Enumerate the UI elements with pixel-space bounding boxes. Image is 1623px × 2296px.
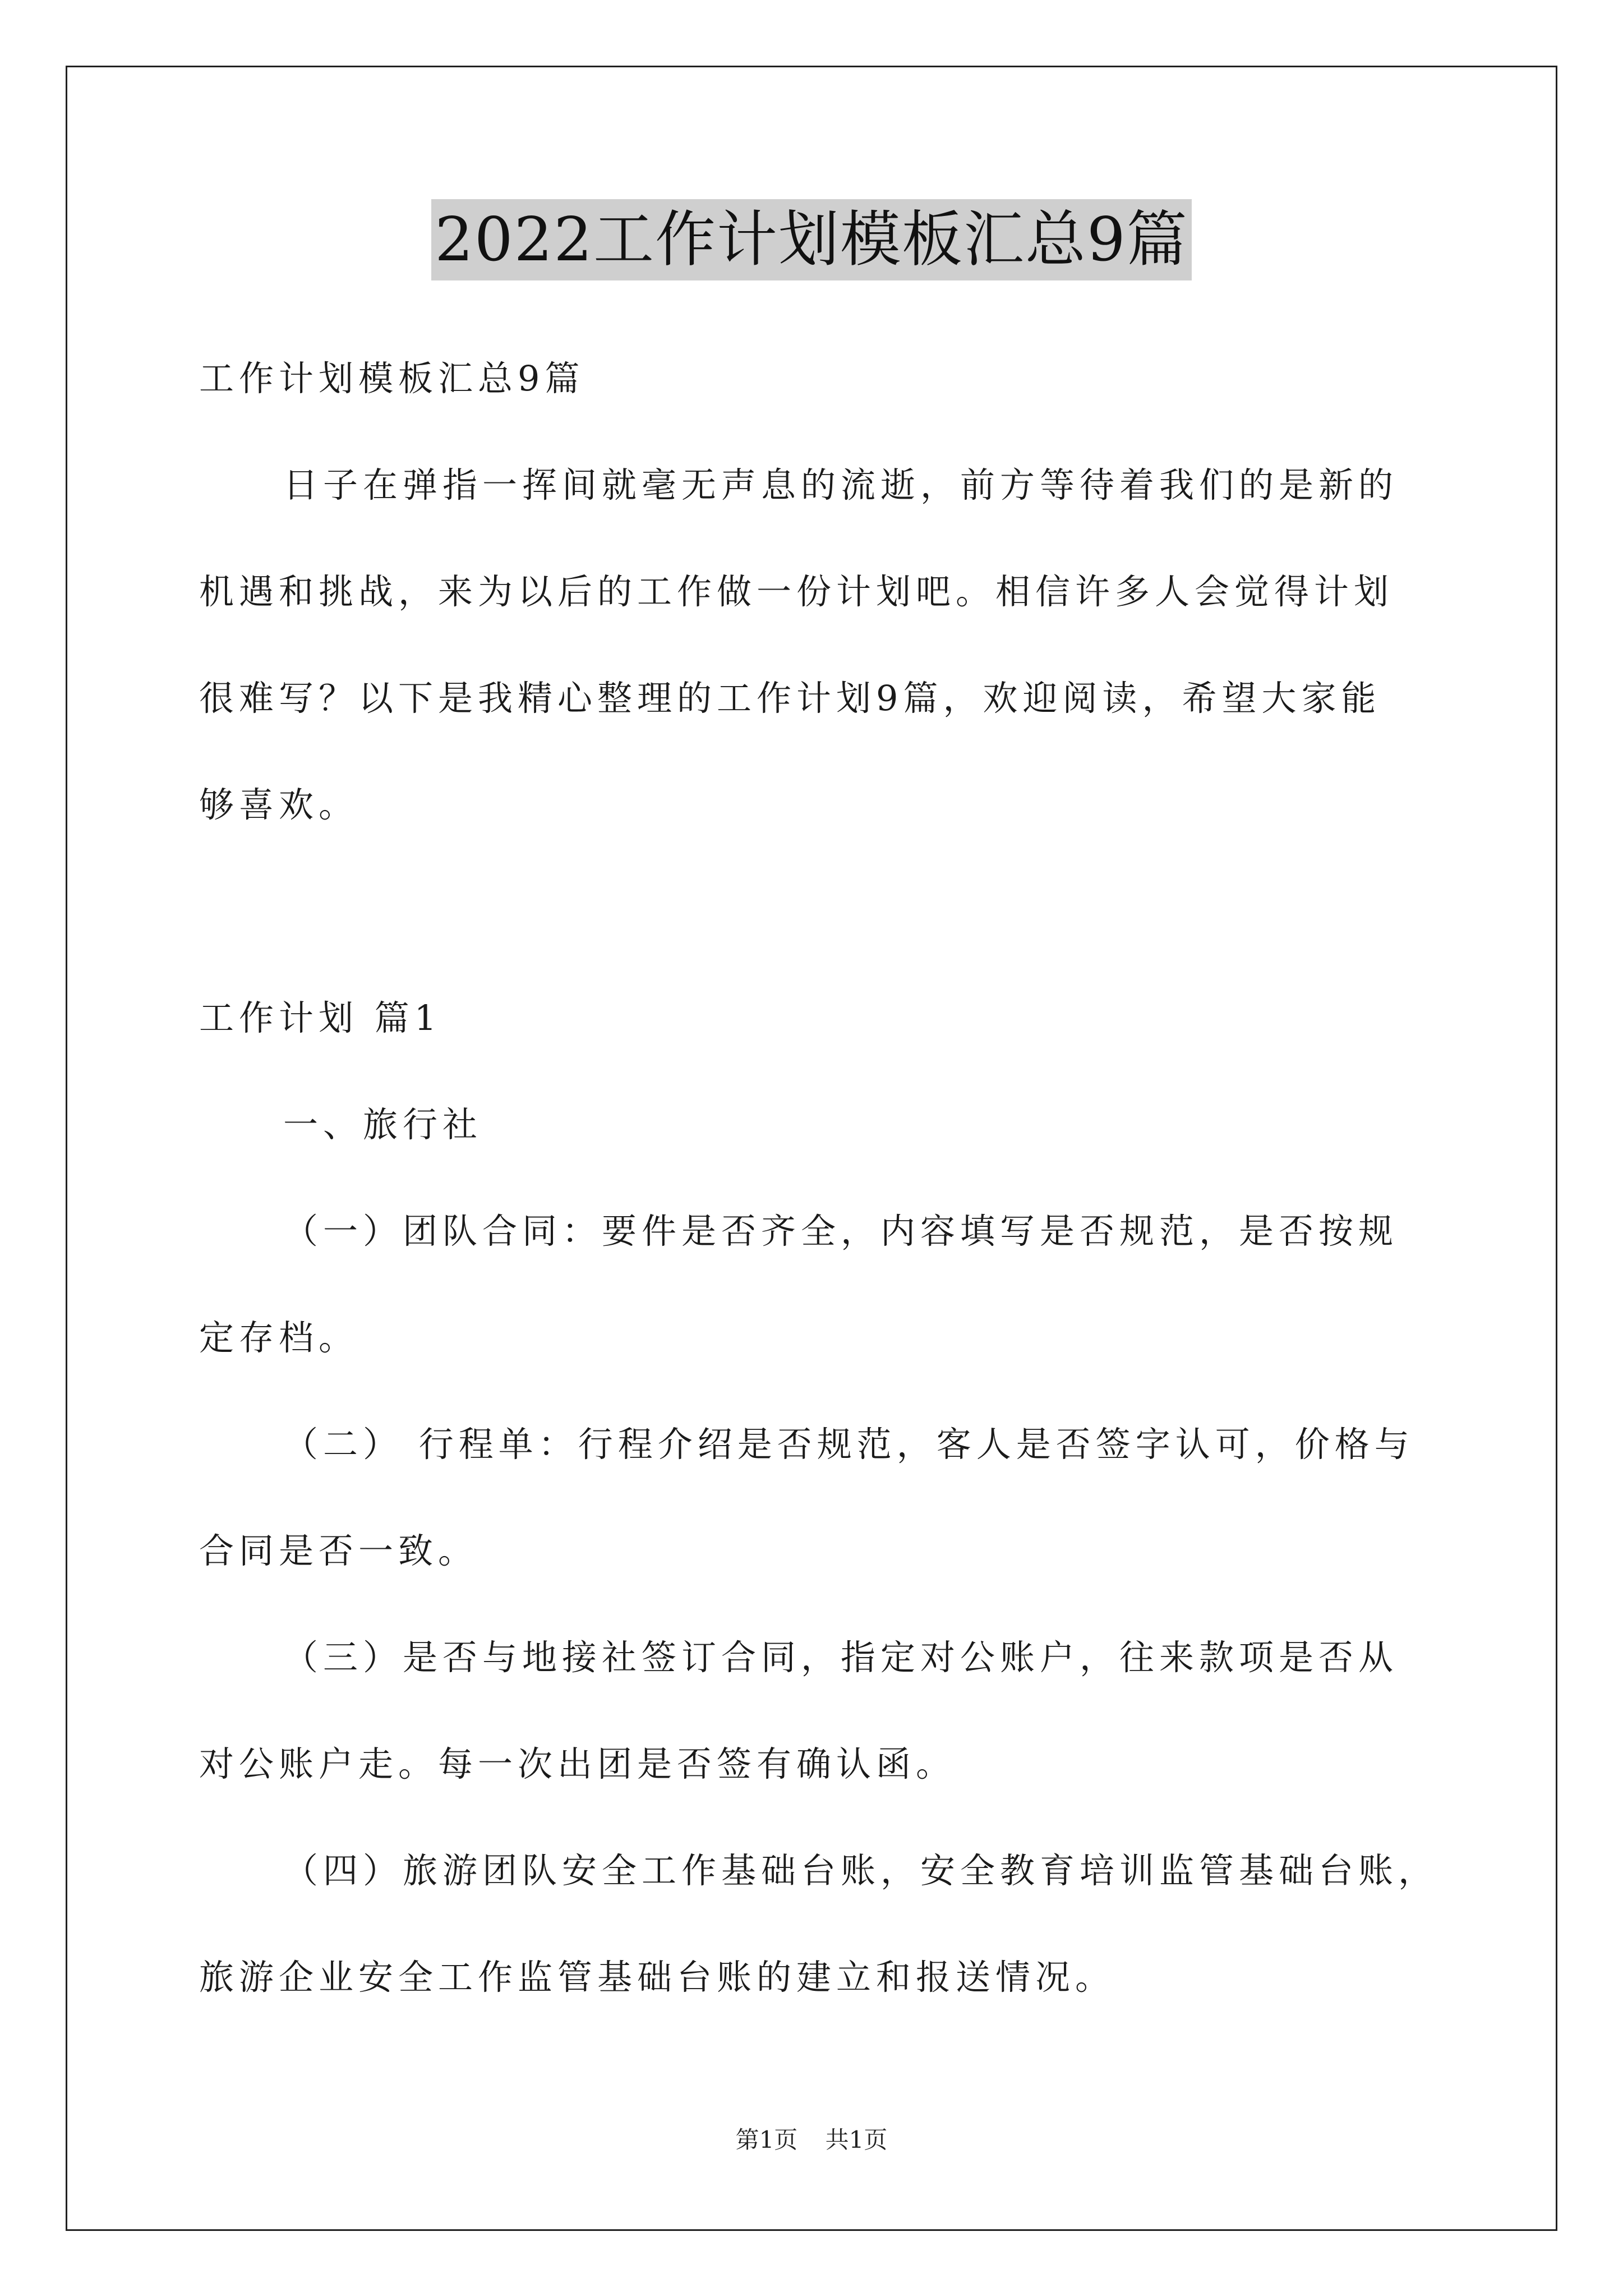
item-line: 合同是否一致。 — [199, 1530, 478, 1571]
item-line: 定存档。 — [199, 1317, 359, 1358]
document-title: 2022工作计划模板汇总9篇 — [431, 199, 1192, 280]
page-total: 共1页 — [825, 2126, 888, 2154]
page-footer — [0, 2123, 1623, 2157]
title-container — [0, 199, 1623, 280]
item-line: （四）旅游团队安全工作基础台账，安全教育培训监管基础台账， — [283, 1850, 1438, 1891]
intro-line: 很难写？以下是我精心整理的工作计划9篇，欢迎阅读，希望大家能 — [199, 678, 1381, 719]
intro-line: 够喜欢。 — [199, 784, 359, 825]
item-line: （二） 行程单：行程介绍是否规范，客人是否签字认可，价格与 — [283, 1424, 1414, 1465]
intro-line: 日子在弹指一挥间就毫无声息的流逝，前方等待着我们的是新的 — [283, 464, 1399, 505]
item-line: 对公账户走。每一次出团是否签有确认函。 — [199, 1743, 956, 1784]
section-heading: 工作计划 篇1 — [199, 997, 442, 1038]
item-line: 旅游企业安全工作监管基础台账的建立和报送情况。 — [199, 1957, 1115, 1998]
subtitle: 工作计划模板汇总9篇 — [199, 358, 585, 399]
page-number: 第1页 — [735, 2126, 798, 2154]
item-line: （一）团队合同：要件是否齐全，内容填写是否规范，是否按规 — [283, 1211, 1399, 1251]
item-line: （三）是否与地接社签订合同，指定对公账户，往来款项是否从 — [283, 1637, 1399, 1678]
subheading: 一、旅行社 — [283, 1104, 483, 1145]
intro-line: 机遇和挑战，来为以后的工作做一份计划吧。相信许多人会觉得计划 — [199, 571, 1394, 612]
